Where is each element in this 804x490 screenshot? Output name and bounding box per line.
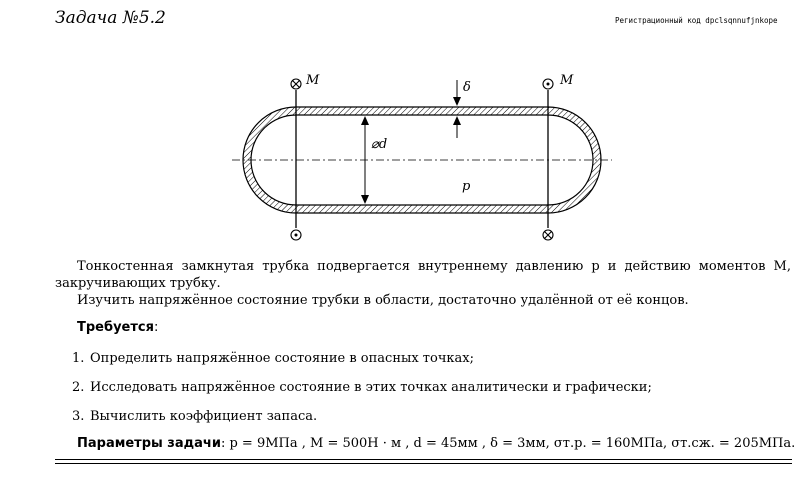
problem-parameters: Параметры задачи: p = 9МПа , M = 500Н · м , d = 45мм , δ = 3мм, σт.р. = 160МПа, σт.сж. = 205МПа. bbox=[77, 436, 796, 451]
diameter-arrow-up-icon bbox=[361, 116, 369, 125]
pressure-label: p bbox=[462, 179, 471, 194]
moment-label-right: M bbox=[560, 73, 574, 88]
moment-dot-icon bbox=[291, 230, 301, 240]
divider bbox=[55, 463, 792, 464]
delta-arrow-down-icon bbox=[453, 97, 461, 106]
moment-cross-icon bbox=[543, 230, 553, 240]
parameters-values: p = 9МПа , M = 500Н · м , d = 45мм , δ = 3мм, σт.р. = 160МПа, σт.сж. = 205МПа. bbox=[229, 436, 796, 451]
diameter-arrow-down-icon bbox=[361, 195, 369, 204]
task-paragraph: Изучить напряжённое состояние трубки в области, достаточно удалённой от её концов. bbox=[77, 293, 689, 308]
list-item: 2. Исследовать напряжённое состояние в этих точках аналитически и графически; bbox=[72, 380, 652, 395]
moment-cross-icon bbox=[291, 79, 301, 89]
diameter-label: ⌀d bbox=[371, 137, 388, 152]
registration-code: Регистрационный код dpclsqnnufjnkope bbox=[615, 16, 778, 25]
list-item: 3. Вычислить коэффициент запаса. bbox=[72, 409, 318, 424]
problem-title: Задача №5.2 bbox=[55, 8, 166, 28]
delta-arrow-up-icon bbox=[453, 116, 461, 125]
delta-label: δ bbox=[463, 80, 471, 95]
moment-dot-icon bbox=[543, 79, 553, 89]
divider bbox=[55, 459, 792, 460]
required-heading: Требуется: bbox=[77, 320, 159, 335]
list-item: 1. Определить напряжённое состояние в опасных точках; bbox=[72, 351, 475, 366]
description-paragraph: Тонкостенная замкнутая трубка подвергается внутреннему давлению p и действию моментов M, закручивающих трубку. bbox=[55, 259, 791, 291]
moment-label-left: M bbox=[306, 73, 320, 88]
